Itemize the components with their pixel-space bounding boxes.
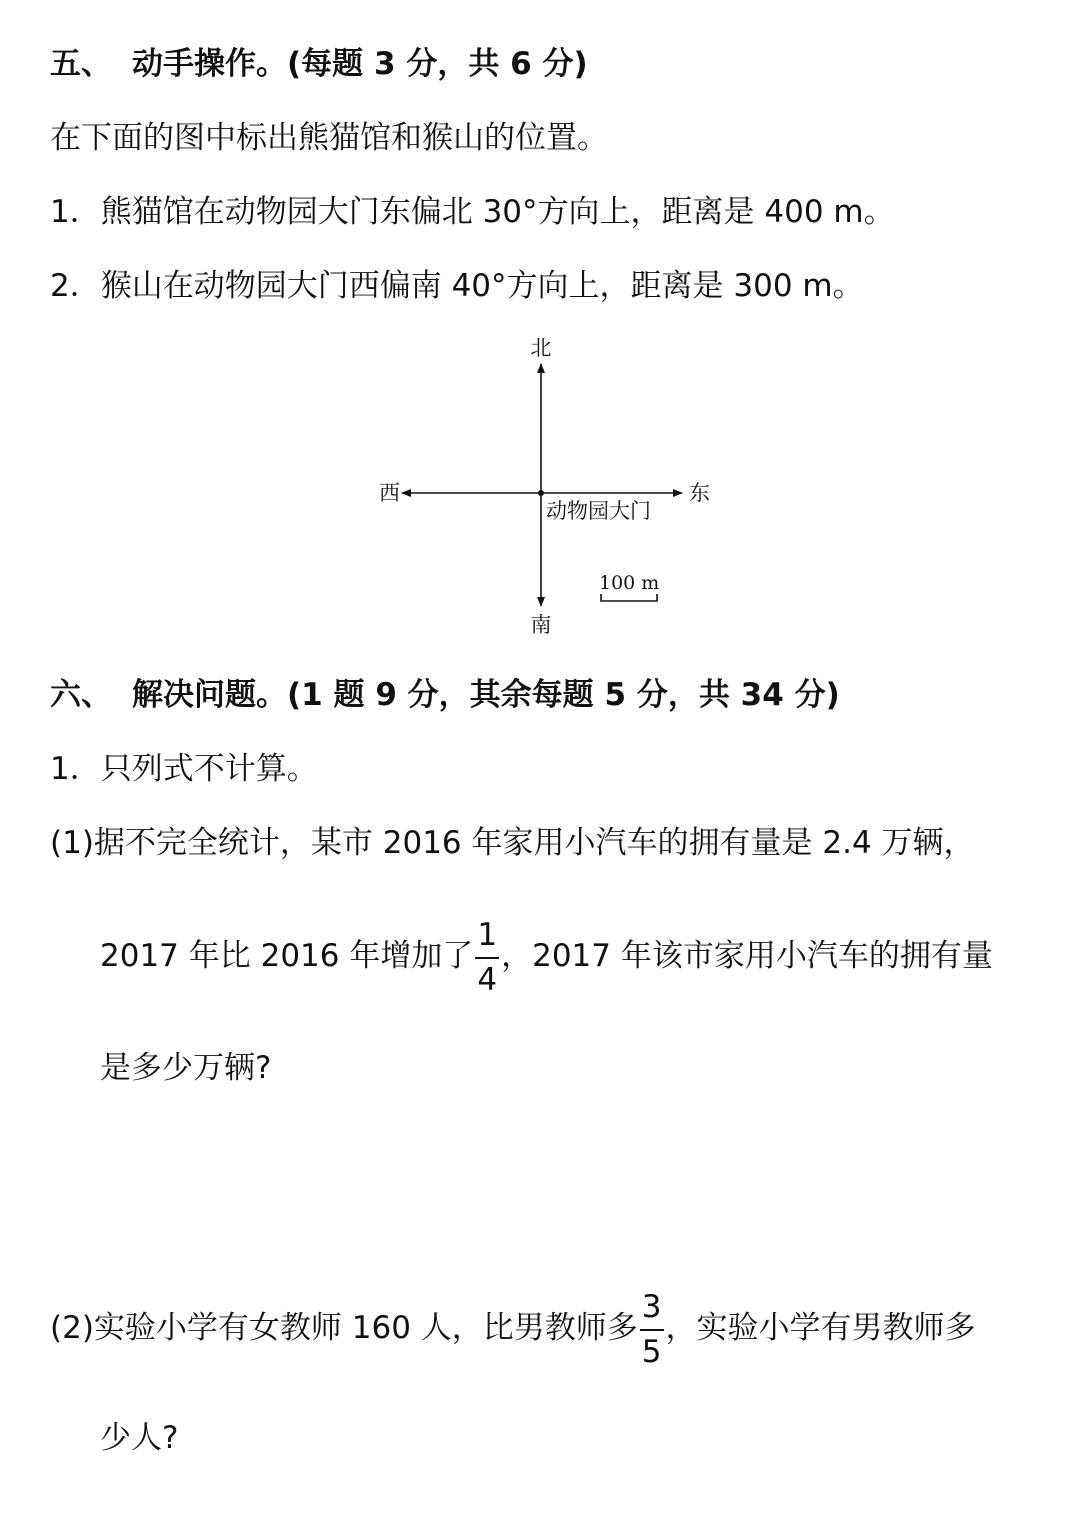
- south-label: 南: [530, 613, 552, 637]
- section-6-heading: [50, 675, 840, 715]
- question-1-line-1: (1)据不完全统计，某市 2016 年家用小汽车的拥有量是 2.4 万辆，: [50, 825, 975, 861]
- fraction-denominator: 4: [477, 961, 498, 998]
- scale-bar: [601, 594, 657, 601]
- section-5-item-2: 2．猴山在动物园大门西偏南 40°方向上，距离是 300 m。: [50, 268, 864, 304]
- section-5-title: 动手操作。(每题 3 分，共 6 分): [132, 46, 588, 82]
- section-6-number: 六、: [50, 677, 112, 713]
- origin-label: 动物园大门: [546, 499, 651, 523]
- fraction-numerator: 1: [475, 920, 499, 959]
- section-5-item-1: 1．熊猫馆在动物园大门东偏北 30°方向上，距离是 400 m。: [50, 194, 895, 230]
- section-6-item-1: 1．只列式不计算。: [50, 751, 318, 787]
- question-2-text-after-fraction: ，实验小学有男教师多: [665, 1310, 976, 1346]
- fraction-numerator: 3: [640, 1292, 664, 1331]
- fraction-one-quarter: [475, 916, 499, 998]
- fraction-three-fifths: [640, 1288, 664, 1370]
- west-label: 西: [379, 481, 400, 505]
- section-5-number: 五、: [50, 46, 112, 82]
- origin-dot: [538, 490, 544, 496]
- question-1-text-before-fraction: 2017 年比 2016 年增加了: [100, 938, 474, 974]
- question-2-line-2: 少人?: [100, 1420, 179, 1456]
- question-2-line-1: [50, 1280, 976, 1376]
- north-label: 北: [530, 336, 552, 360]
- fraction-denominator: 5: [641, 1333, 662, 1370]
- compass-diagram: [360, 330, 720, 645]
- section-5-heading: [50, 44, 588, 84]
- question-1-text-after-fraction: ，2017 年该市家用小汽车的拥有量: [501, 938, 993, 974]
- question-1-line-2: [100, 908, 993, 1004]
- section-5-intro: 在下面的图中标出熊猫馆和猴山的位置。: [50, 120, 608, 156]
- east-label: 东: [689, 481, 710, 505]
- question-1-line-3: 是多少万辆?: [100, 1050, 272, 1086]
- scale-label: 100 m: [599, 572, 660, 594]
- question-2-text-before-fraction: (2)实验小学有女教师 160 人，比男教师多: [50, 1310, 638, 1346]
- section-6-title: 解决问题。(1 题 9 分，其余每题 5 分，共 34 分): [132, 677, 840, 713]
